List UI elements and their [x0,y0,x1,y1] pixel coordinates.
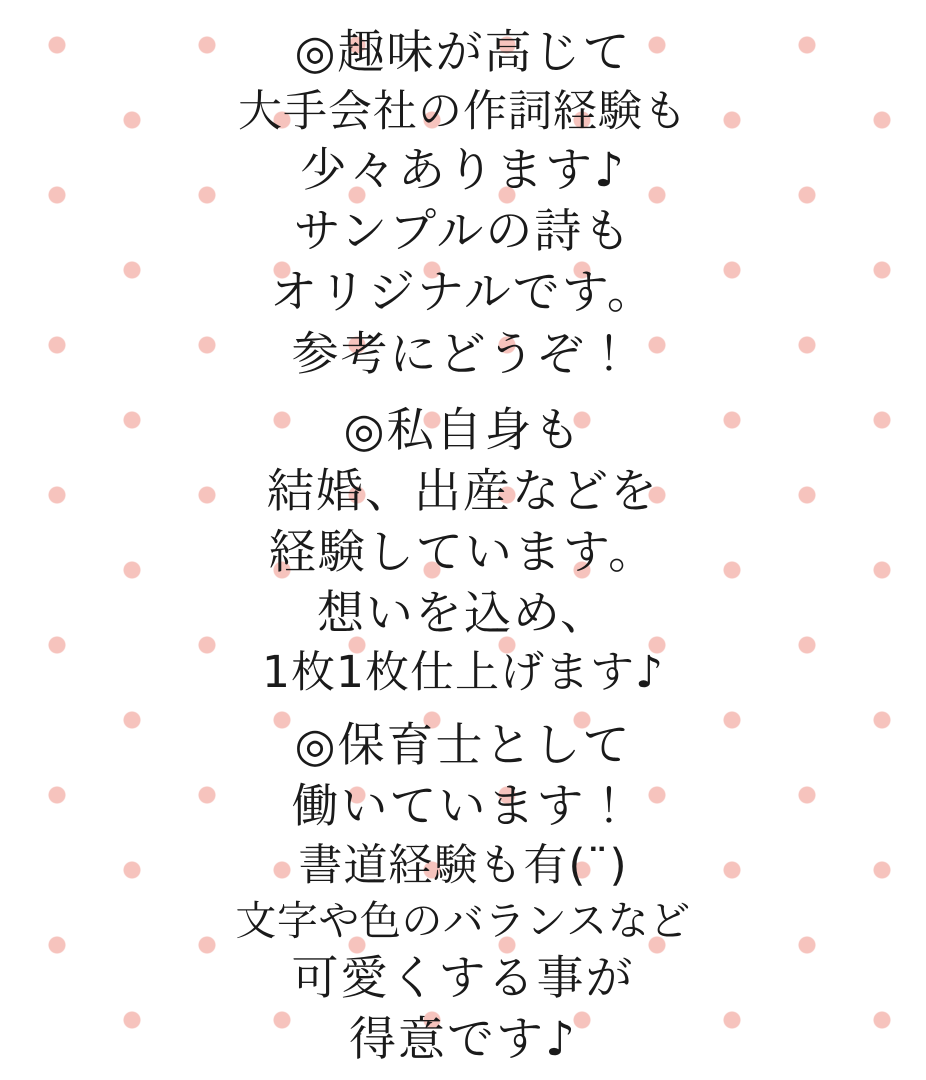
note-line: 参考にどうぞ！ [291,326,635,382]
note-line: ◎趣味が高じて [294,25,632,80]
note-line: 想いを込め、 [316,585,610,641]
note-line: 結婚、出産などを [267,463,659,519]
note-line: ◎私自身も [343,402,583,458]
note-line: 得意です♪ [349,1011,577,1067]
note-line: 可愛くする事が [291,950,635,1006]
text-block-work [40,715,886,1070]
note-line: 経験しています。 [268,524,658,580]
note-line: オリジナルです。 [270,265,656,321]
text-block-hobby [40,22,886,385]
note-line: 文字や色のバランスなど [235,896,691,945]
note-line: サンプルの詩も [293,204,633,260]
note-line: 大手会社の作詞経験も [238,86,688,138]
note-line: 働いています！ [291,779,635,835]
note-line: 少々あります♪ [300,143,626,199]
note-line: 1枚1枚仕上げます♪ [261,647,665,699]
note-line: ◎保育士として [294,718,632,774]
note-line: 書道経験も有(¨) [298,840,628,892]
text-block-self [40,400,886,702]
